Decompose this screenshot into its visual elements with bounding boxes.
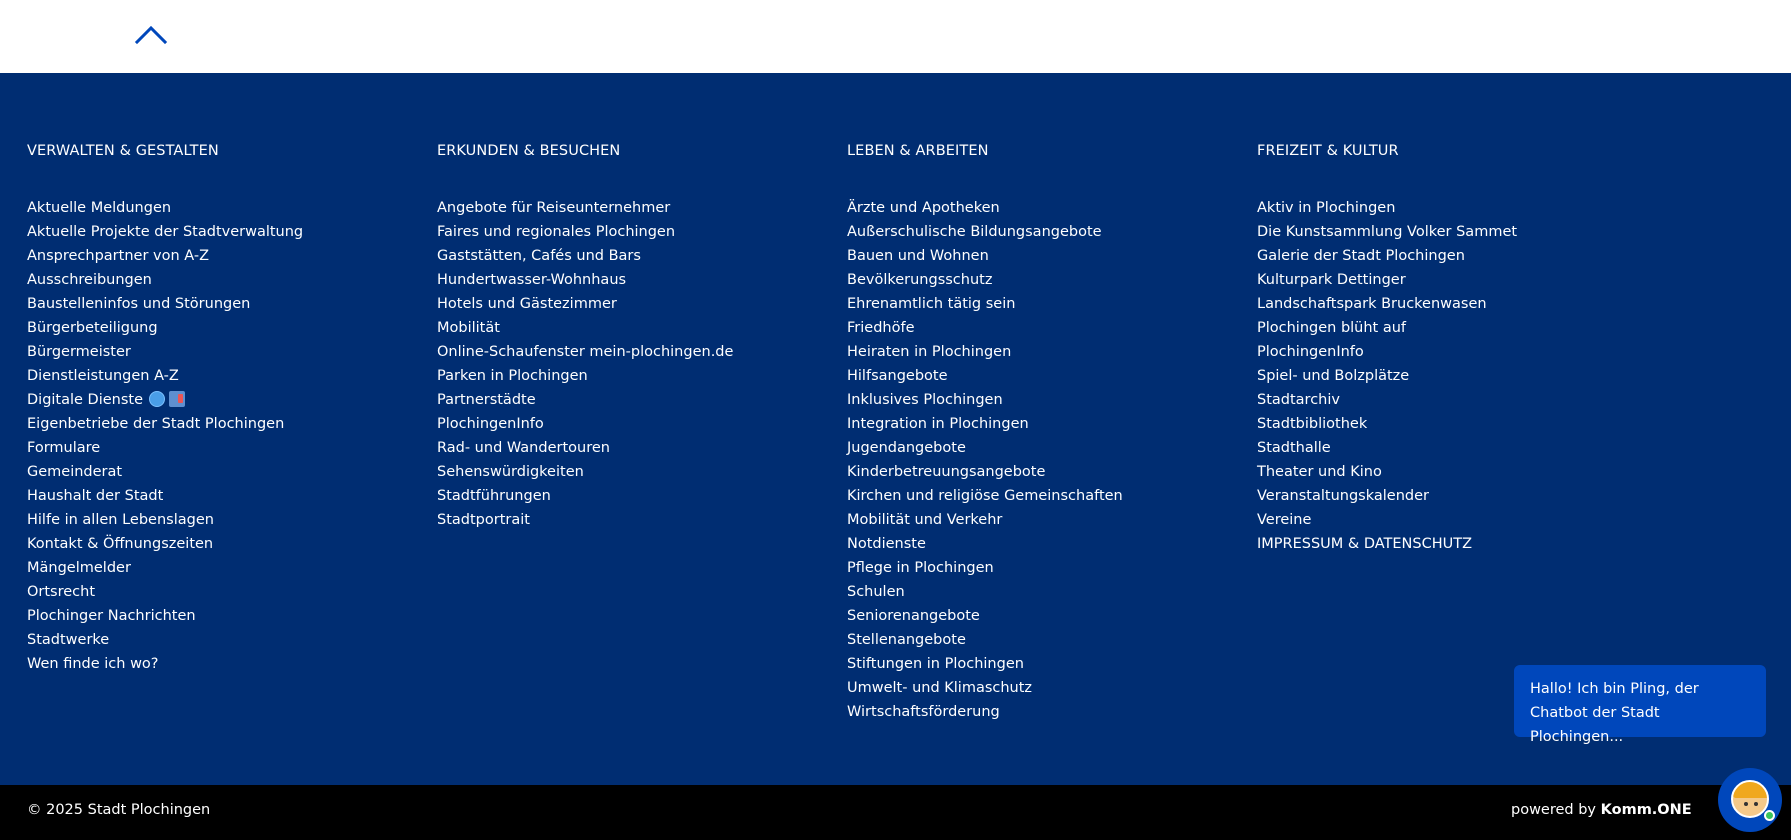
list-item [437,460,733,484]
footer-link[interactable]: Mobilität [437,320,500,336]
globe-icon [149,391,165,407]
chatbot-greeting-bubble[interactable]: Hallo! Ich bin Pling, der Chatbot der Stadt Plochingen... [1514,665,1766,737]
footer-link[interactable]: Wirtschaftsförderung [847,704,1000,720]
footer-link[interactable]: Stadtwerke [27,632,110,648]
list-item [27,460,303,484]
footer-link-list [27,196,303,676]
list-item [437,412,733,436]
footer-link[interactable]: Kinderbetreuungsangebote [847,464,1046,480]
list-item [1257,532,1517,556]
list-item [847,196,1123,220]
chatbot-launcher-button[interactable] [1718,768,1782,832]
footer-link[interactable]: PlochingenInfo [1257,344,1364,360]
list-item [1257,436,1517,460]
footer-column-freizeit [1257,140,1517,556]
footer-link[interactable]: Faires und regionales Plochingen [437,224,676,240]
list-item [1257,244,1517,268]
list-item [1257,508,1517,532]
footer-link[interactable]: Mängelmelder [27,560,131,576]
list-item [847,436,1123,460]
list-item [1257,316,1517,340]
footer-link[interactable]: Veranstaltungskalender [1257,488,1429,504]
footer-link[interactable]: Aktuelle Meldungen [27,200,172,216]
footer-link[interactable]: Pflege in Plochingen [847,560,994,576]
powered-by-prefix: powered by [1511,802,1597,818]
list-item [847,244,1123,268]
list-item [1257,388,1517,412]
footer-link[interactable]: Schulen [847,584,905,600]
footer-link[interactable]: Parken in Plochingen [437,368,588,384]
list-item [847,388,1123,412]
footer-link[interactable]: Kulturpark Dettinger [1257,272,1406,288]
list-item [847,460,1123,484]
footer-column-title: FREIZEIT & KULTUR [1257,143,1399,159]
footer-column-title: VERWALTEN & GESTALTEN [27,143,219,159]
footer-link[interactable]: Ansprechpartner von A-Z [27,248,210,264]
list-item [437,268,733,292]
footer-link[interactable]: Integration in Plochingen [847,416,1029,432]
footer-link[interactable]: Mobilität und Verkehr [847,512,1003,528]
footer-link[interactable]: Digitale Dienste [27,392,144,408]
footer-link[interactable]: Umwelt- und Klimaschutz [847,680,1033,696]
footer-link[interactable]: PlochingenInfo [437,416,544,432]
list-item [847,628,1123,652]
footer-link[interactable]: Angebote für Reiseunternehmer [437,200,671,216]
list-item [847,484,1123,508]
footer-link[interactable]: Dienstleistungen A-Z [27,368,179,384]
footer-link[interactable]: Aktiv in Plochingen [1257,200,1396,216]
list-item [437,220,733,244]
list-item [27,436,303,460]
footer-link[interactable]: Sehenswürdigkeiten [437,464,584,480]
list-item [847,316,1123,340]
chevron-up-icon [134,22,168,46]
avatar-eye [1754,802,1758,806]
footer-link[interactable]: Wen finde ich wo? [27,656,159,672]
footer-link[interactable]: Notdienste [847,536,926,552]
list-item [847,292,1123,316]
list-item [847,676,1123,700]
list-item [1257,292,1517,316]
list-item [27,556,303,580]
footer-link[interactable]: Bauen und Wohnen [847,248,989,264]
list-item [847,580,1123,604]
footer-link[interactable]: Gemeinderat [27,464,123,480]
footer-link[interactable]: Stadthalle [1257,440,1331,456]
list-item [847,268,1123,292]
footer-link[interactable]: Galerie der Stadt Plochingen [1257,248,1465,264]
list-item [27,652,303,676]
list-item [847,508,1123,532]
list-item [437,388,733,412]
footer-link[interactable]: Plochingen blüht auf [1257,320,1407,336]
impressum-link[interactable]: IMPRESSUM & DATENSCHUTZ [1257,536,1473,552]
list-item [437,340,733,364]
footer-link[interactable]: Bürgerbeteiligung [27,320,158,336]
footer-link[interactable]: Ärzte und Apotheken [847,200,1000,216]
footer-link[interactable]: Vereine [1257,512,1312,528]
footer-link[interactable]: Online-Schaufenster mein-plochingen.de [437,344,734,360]
footer-link[interactable]: Theater und Kino [1257,464,1382,480]
list-item [1257,484,1517,508]
list-item [27,292,303,316]
scroll-to-top-button[interactable] [134,22,168,46]
list-item [1257,460,1517,484]
list-item [1257,340,1517,364]
footer-link[interactable]: Hundertwasser-Wohnhaus [437,272,627,288]
list-item [847,604,1123,628]
footer-link[interactable]: Ortsrecht [27,584,96,600]
footer-link[interactable]: Außerschulische Bildungsangebote [847,224,1102,240]
footer-link[interactable]: Partnerstädte [437,392,536,408]
footer-link[interactable]: Kirchen und religiöse Gemeinschaften [847,488,1123,504]
list-item [27,604,303,628]
list-item [847,340,1123,364]
list-item [27,196,303,220]
footer-link[interactable]: Ausschreibungen [27,272,152,288]
list-item [437,244,733,268]
list-item [437,436,733,460]
mobile-phone-icon [169,391,185,407]
list-item [437,292,733,316]
list-item [27,412,303,436]
footer-link[interactable]: Kontakt & Öffnungszeiten [27,536,214,552]
list-item [1257,364,1517,388]
list-item [437,196,733,220]
powered-by-text[interactable] [1511,802,1692,818]
footer-link-list [1257,196,1517,556]
list-item [1257,196,1517,220]
footer-link[interactable]: Friedhöfe [847,320,915,336]
list-item [847,652,1123,676]
list-item [27,484,303,508]
footer-link[interactable]: Ehrenamtlich tätig sein [847,296,1016,312]
list-item [27,628,303,652]
footer-link[interactable]: Seniorenangebote [847,608,980,624]
footer-link[interactable]: Bürgermeister [27,344,131,360]
list-item [437,364,733,388]
footer-link[interactable]: Stadtführungen [437,488,551,504]
footer-link[interactable]: Inklusives Plochingen [847,392,1003,408]
list-item [437,316,733,340]
bottom-bar [0,785,1791,840]
footer-link[interactable]: Stadtportrait [437,512,530,528]
list-item [847,700,1123,724]
footer-link[interactable]: Spiel- und Bolzplätze [1257,368,1410,384]
footer-link[interactable]: Rad- und Wandertouren [437,440,610,456]
list-item [27,316,303,340]
footer-link[interactable]: Stiftungen in Plochingen [847,656,1024,672]
footer-column-title: ERKUNDEN & BESUCHEN [437,143,621,159]
footer-link[interactable]: Landschaftspark Bruckenwasen [1257,296,1487,312]
top-bar [0,0,1791,73]
list-item [437,484,733,508]
footer-column-leben [847,140,1123,724]
list-item [847,412,1123,436]
footer-link-list [847,196,1123,724]
footer-link[interactable]: Hotels und Gästezimmer [437,296,617,312]
online-status-indicator [1764,810,1775,821]
footer-link[interactable]: Jugendangebote [847,440,966,456]
footer-link-list [437,196,733,532]
list-item [1257,268,1517,292]
powered-by-brand: Komm.ONE [1600,802,1692,818]
list-item [847,364,1123,388]
list-item [847,556,1123,580]
footer-link[interactable]: Heiraten in Plochingen [847,344,1012,360]
chatbot-avatar-icon [1731,780,1769,818]
list-item [27,220,303,244]
footer-link[interactable]: Gaststätten, Cafés und Bars [437,248,641,264]
avatar-hair [1733,782,1769,798]
list-item [27,268,303,292]
footer-link[interactable]: Die Kunstsammlung Volker Sammet [1257,224,1518,240]
footer-link[interactable]: Aktuelle Projekte der Stadtverwaltung [27,224,304,240]
footer-link[interactable]: Bevölkerungsschutz [847,272,993,288]
list-item [27,580,303,604]
footer-link[interactable]: Baustelleninfos und Störungen [27,296,251,312]
list-item [27,340,303,364]
list-item [27,388,303,412]
list-item [27,364,303,388]
list-item [27,508,303,532]
list-item [1257,220,1517,244]
footer-link[interactable]: Plochinger Nachrichten [27,608,196,624]
footer-link[interactable]: Eigenbetriebe der Stadt Plochingen [27,416,285,432]
avatar-eye [1744,802,1748,806]
footer-link[interactable]: Stadtbibliothek [1257,416,1368,432]
footer-column-erkunden [437,140,733,532]
footer-link[interactable]: Stellenangebote [847,632,966,648]
footer-column-title: LEBEN & ARBEITEN [847,143,989,159]
list-item [847,220,1123,244]
list-item [27,532,303,556]
footer-link[interactable]: Haushalt der Stadt [27,488,164,504]
footer-link[interactable]: Formulare [27,440,101,456]
copyright-text: © 2025 Stadt Plochingen [27,802,211,818]
list-item [27,244,303,268]
list-item [847,532,1123,556]
footer-link[interactable]: Stadtarchiv [1257,392,1340,408]
footer-column-verwalten [27,140,303,676]
list-item [437,508,733,532]
list-item [1257,412,1517,436]
footer-link[interactable]: Hilfsangebote [847,368,948,384]
footer-link[interactable]: Hilfe in allen Lebenslagen [27,512,214,528]
